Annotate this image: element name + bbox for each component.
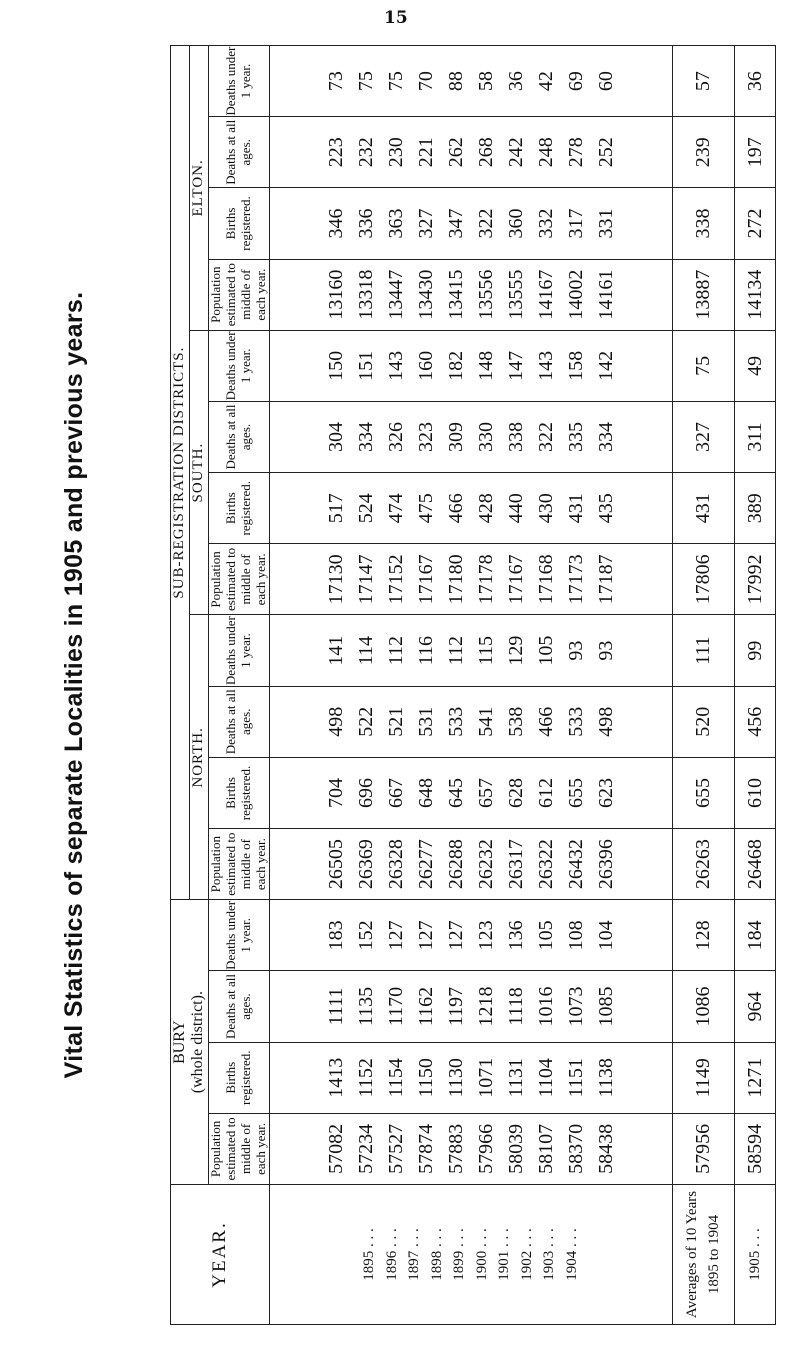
table-cell: 431 bbox=[673, 473, 735, 544]
elton-population-cell: 13160 13318 13447 13430 13415 13556 13555 14167 14002 14161 bbox=[269, 259, 673, 330]
table-cell: 17992 bbox=[734, 544, 776, 615]
table-cell: 389 bbox=[734, 473, 776, 544]
elton-header: ELTON. bbox=[189, 46, 208, 331]
col-infant-deaths: Deaths under 1 year. bbox=[208, 330, 269, 401]
table-cell: 49 bbox=[734, 330, 776, 401]
year-cell-1905: 1905 . . . bbox=[734, 1185, 776, 1325]
table-cell: 1086 bbox=[673, 971, 735, 1042]
table-cell: 128 bbox=[673, 900, 735, 971]
table-title: Vital Statistics of separate Localities in 1905 and previous years. bbox=[60, 291, 88, 1079]
sub-registration-header: SUB-REGISTRATION DISTRICTS. bbox=[171, 46, 190, 900]
col-population: Population estimated to middle of each year. bbox=[208, 259, 269, 330]
col-infant-deaths: Deaths under 1 year. bbox=[208, 900, 269, 971]
col-population: Population estimated to middle of each year. bbox=[208, 544, 269, 615]
table-cell: 456 bbox=[734, 686, 776, 757]
table-cell: 311 bbox=[734, 401, 776, 472]
table-cell: 184 bbox=[734, 900, 776, 971]
elton-births-cell: 346 336 363 327 347 322 360 332 317 331 bbox=[269, 188, 673, 259]
table-cell: 75 bbox=[673, 330, 735, 401]
table-cell: 1271 bbox=[734, 1042, 776, 1113]
north-deaths-cell: 498 522 521 531 533 541 538 466 533 498 bbox=[269, 686, 673, 757]
table-cell: 520 bbox=[673, 686, 735, 757]
col-deaths: Deaths at all ages. bbox=[208, 117, 269, 188]
bury-births-cell: 1413 1152 1154 1150 1130 1071 1131 1104 1151 1138 bbox=[269, 1042, 673, 1113]
col-births: Births registered. bbox=[208, 473, 269, 544]
table-cell: 26263 bbox=[673, 829, 735, 900]
table-cell: 655 bbox=[673, 757, 735, 828]
averages-label: Averages of 10 Years 1895 to 1904 bbox=[673, 1185, 735, 1325]
north-header: NORTH. bbox=[189, 615, 208, 900]
north-population-cell: 26505 26369 26328 26277 26288 26232 26317 26322 26432 26396 bbox=[269, 829, 673, 900]
south-header: SOUTH. bbox=[189, 330, 208, 615]
col-infant-deaths: Deaths under 1 year. bbox=[208, 615, 269, 686]
table-cell: 239 bbox=[673, 117, 735, 188]
vital-statistics-table bbox=[170, 45, 776, 1325]
table-cell: 36 bbox=[734, 46, 776, 117]
averages-row bbox=[673, 46, 735, 1325]
yearly-block bbox=[269, 46, 673, 1325]
table-cell: 13887 bbox=[673, 259, 735, 330]
south-births-cell: 517 524 474 475 466 428 440 430 431 435 bbox=[269, 473, 673, 544]
table-cell: 964 bbox=[734, 971, 776, 1042]
table-cell: 58594 bbox=[734, 1113, 776, 1184]
north-births-cell: 704 696 667 648 645 657 628 612 655 623 bbox=[269, 757, 673, 828]
col-deaths: Deaths at all ages. bbox=[208, 971, 269, 1042]
col-population: Population estimated to middle of each year. bbox=[208, 1113, 269, 1184]
table-cell: 99 bbox=[734, 615, 776, 686]
year-header: YEAR. bbox=[171, 1185, 270, 1325]
elton-deaths-cell: 223 232 230 221 262 268 242 248 278 252 bbox=[269, 117, 673, 188]
bury-deaths-cell: 1111 1135 1170 1162 1197 1218 1118 1016 1073 1085 bbox=[269, 971, 673, 1042]
col-infant-deaths: Deaths under 1 year. bbox=[208, 46, 269, 117]
col-births: Births registered. bbox=[208, 188, 269, 259]
col-births: Births registered. bbox=[208, 1042, 269, 1113]
bury-header: BURY (whole district). bbox=[171, 900, 209, 1185]
statistics-table-container bbox=[170, 45, 775, 1325]
south-population-cell: 17130 17147 17152 17167 17180 17178 17167 17168 17173 17187 bbox=[269, 544, 673, 615]
col-population: Population estimated to middle of each year. bbox=[208, 829, 269, 900]
table-cell: 111 bbox=[673, 615, 735, 686]
table-cell: 57956 bbox=[673, 1113, 735, 1184]
col-deaths: Deaths at all ages. bbox=[208, 686, 269, 757]
south-infant-deaths-cell: 150 151 143 160 182 148 147 143 158 142 bbox=[269, 330, 673, 401]
table-cell: 272 bbox=[734, 188, 776, 259]
table-cell: 57 bbox=[673, 46, 735, 117]
table-cell: 14134 bbox=[734, 259, 776, 330]
year-1905-row bbox=[734, 46, 776, 1325]
south-deaths-cell: 304 334 326 323 309 330 338 322 335 334 bbox=[269, 401, 673, 472]
table-cell: 197 bbox=[734, 117, 776, 188]
table-cell: 610 bbox=[734, 757, 776, 828]
col-deaths: Deaths at all ages. bbox=[208, 401, 269, 472]
table-cell: 327 bbox=[673, 401, 735, 472]
col-births: Births registered. bbox=[208, 757, 269, 828]
table-cell: 1149 bbox=[673, 1042, 735, 1113]
table-cell: 17806 bbox=[673, 544, 735, 615]
year-cell: 1895 . . . 1896 . . . 1897 . . . 1898 . . . 1899 . . . 1900 . . . 1901 . . . 1902 . . . 1903 . . . 1904 . . . bbox=[269, 1185, 673, 1325]
table-cell: 338 bbox=[673, 188, 735, 259]
table-cell: 26468 bbox=[734, 829, 776, 900]
north-infant-deaths-cell: 141 114 112 116 112 115 129 105 93 93 bbox=[269, 615, 673, 686]
page-number: 15 bbox=[384, 8, 408, 28]
bury-population-cell: 57082 57234 57527 57874 57883 57966 58039 58107 58370 58438 bbox=[269, 1113, 673, 1184]
elton-infant-deaths-cell: 73 75 75 70 88 58 36 42 69 60 bbox=[269, 46, 673, 117]
bury-infant-deaths-cell: 183 152 127 127 127 123 136 105 108 104 bbox=[269, 900, 673, 971]
